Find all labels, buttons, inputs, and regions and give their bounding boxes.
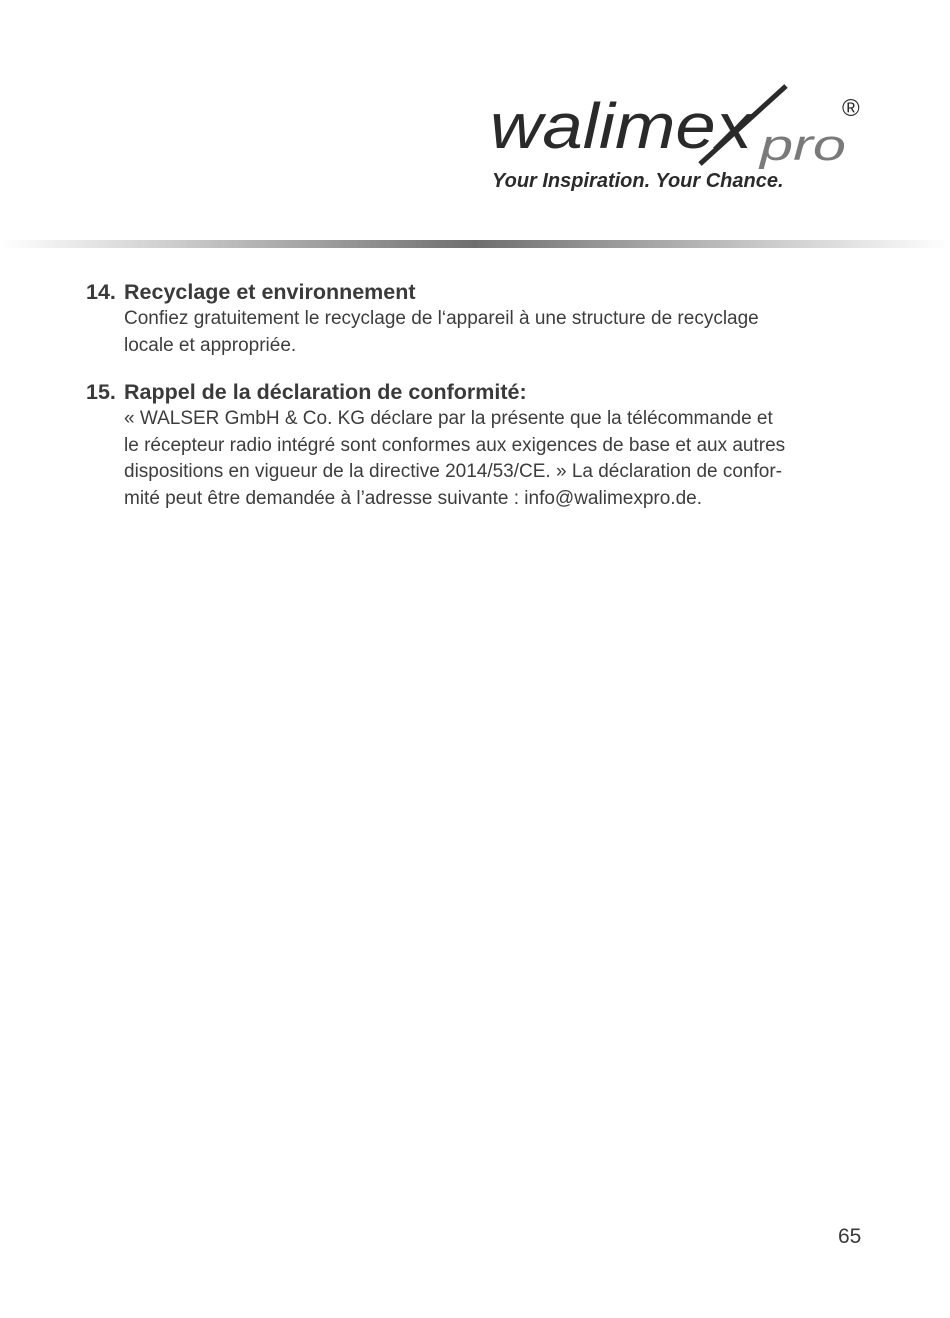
body-line: mité peut être demandée à l’adresse suivante : info@walimexpro.de. [124,487,702,509]
section-heading [86,379,876,406]
section-title: Rappel de la déclaration de conformité: [124,380,527,404]
body-line: dispositions en vigueur de la directive 2014/53/CE. » La déclaration de confor- [124,461,783,482]
logo-wordmark: walimex [490,90,755,162]
section-declaration-conformite [86,379,876,512]
header-divider [0,240,950,248]
section-body [124,406,876,512]
section-body [124,306,876,359]
body-line: Confiez gratuitement le recyclage de l‘appareil à une structure de recyclage [124,308,759,329]
walimex-pro-logo [488,82,868,172]
section-number: 14. [86,280,116,304]
logo-pro: pro [757,121,846,170]
section-recyclage [86,279,876,359]
section-title: Recyclage et environnement [124,280,416,304]
body-line: « WALSER GmbH & Co. KG déclare par la présente que la télécommande et [124,408,773,429]
logo-registered-mark: ® [842,95,860,122]
page-number: 65 [838,1225,862,1248]
section-number: 15. [86,380,116,404]
section-heading [86,279,876,306]
tagline: Your Inspiration. Your Chance. [492,170,784,192]
body-line: le récepteur radio intégré sont conformes aux exigences de base et aux autres [124,434,786,456]
body-line: locale et appropriée. [124,334,297,356]
